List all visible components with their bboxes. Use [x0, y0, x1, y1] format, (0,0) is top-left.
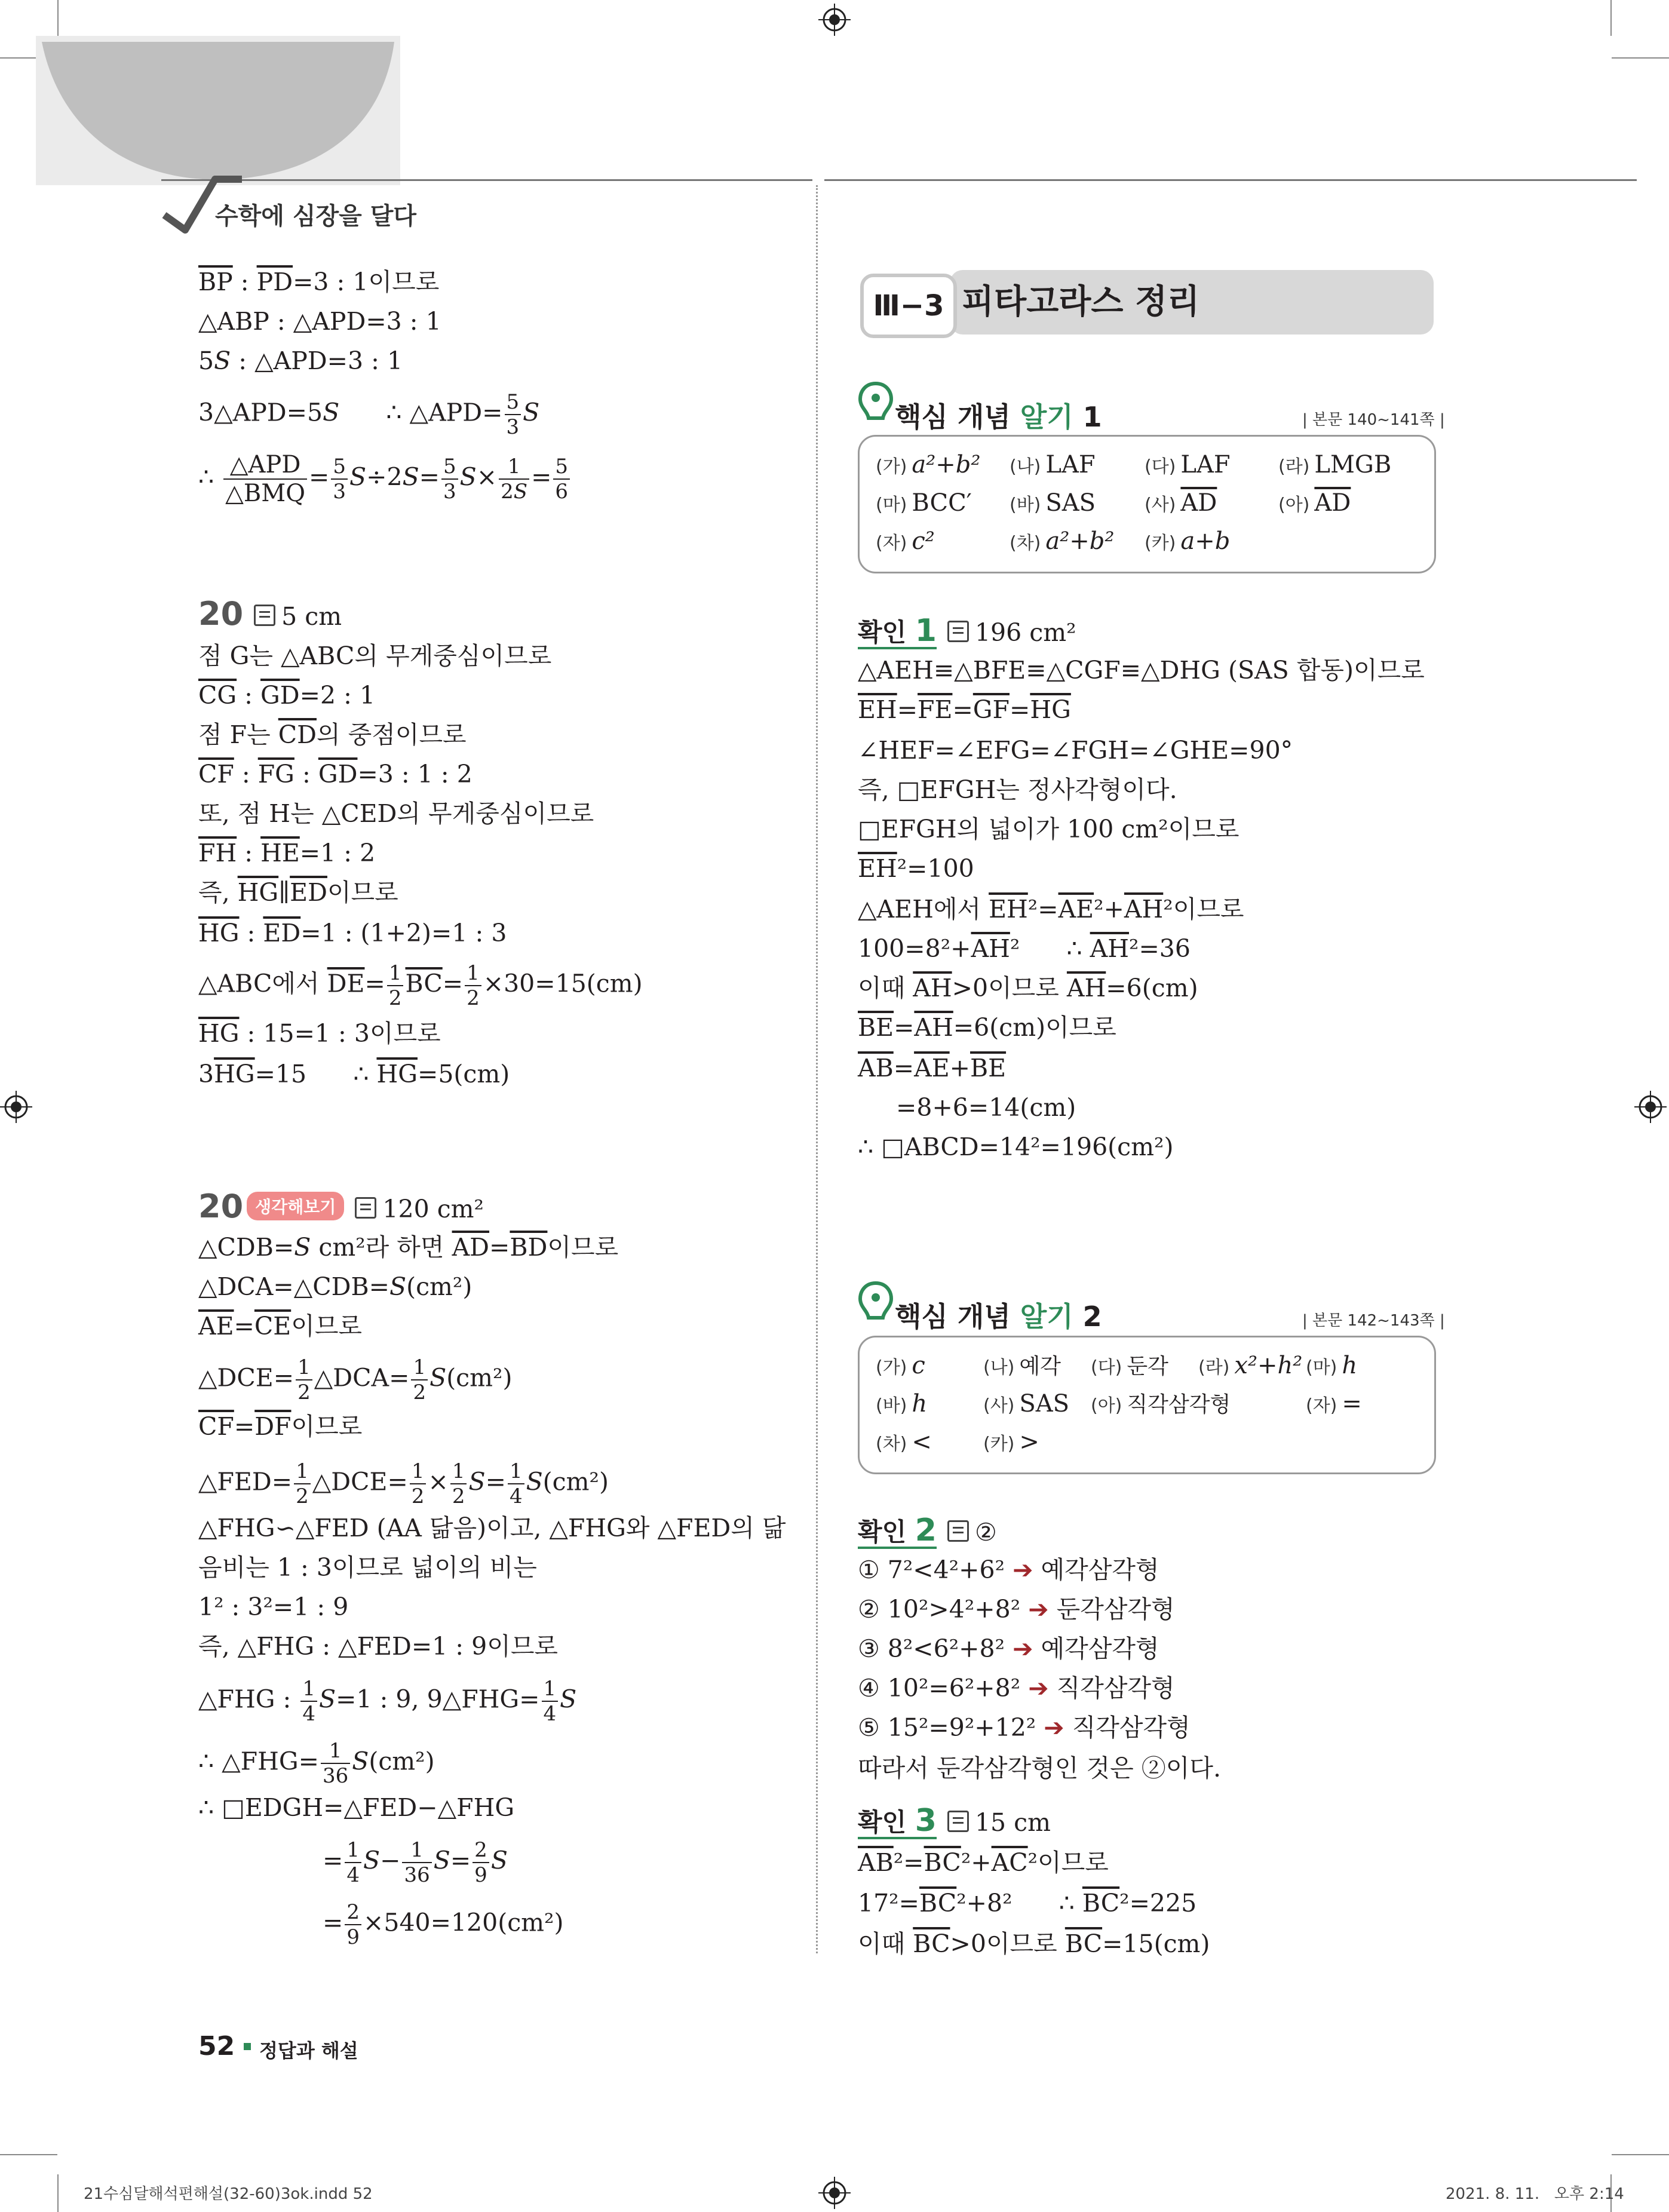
text-line: ∴ □EDGH=△FED−△FHG [198, 1793, 515, 1822]
concept-item [1091, 1349, 1168, 1385]
check-result: 예각삼각형 [1041, 1634, 1159, 1663]
crop-mark [57, 0, 59, 36]
item-key: (사) [1145, 495, 1176, 516]
item-key: (아) [1091, 1395, 1122, 1416]
arrow-icon: ➔ [1013, 1556, 1033, 1584]
answer-value: 120 cm² [382, 1195, 484, 1223]
check-result: 직각삼각형 [1056, 1674, 1175, 1702]
check-result: 직각삼각형 [1072, 1713, 1191, 1742]
answer-value: 15 cm [974, 1808, 1051, 1837]
concept-title-number: 1 [1073, 401, 1102, 433]
think-tag: 생각해보기 [247, 1192, 344, 1220]
text-line: = $\frac{2}{9}$ ×540=120(cm²) [323, 1900, 564, 1949]
question-number: 20 [198, 1188, 244, 1225]
item-key: (나) [983, 1357, 1015, 1378]
concept-item [876, 1387, 927, 1423]
text-line: 1² : 3²=1 : 9 [198, 1593, 349, 1621]
item-value: < [912, 1428, 932, 1456]
text-line: ∴ $\frac{\text{△APD}}{\text{△BMQ}}$ = $\frac{5}{3}$ S÷2S= $\frac{5}{3}$ S× $\frac{1}{2S}$ = $\frac{5}{6}$ [198, 453, 572, 505]
text-line [858, 1711, 1191, 1744]
item-value: c [912, 1352, 925, 1379]
text-line: ∴ △FHG= $\frac{1}{36}$ S(cm²) [198, 1739, 435, 1788]
item-value: a²+b² [1045, 527, 1115, 555]
item-key: (바) [876, 1395, 907, 1416]
text-line: $\overline{EH}=\overline{FE}=\overline{GF}=\overline{HG}$ [858, 695, 1071, 724]
text-line: △DCA=△CDB=S(cm²) [198, 1272, 473, 1301]
concept-item [983, 1387, 1069, 1423]
check-3-header [858, 1803, 1051, 1839]
item-value: h [912, 1390, 928, 1418]
answer-icon [254, 605, 275, 626]
answer-icon [947, 1811, 969, 1832]
check-label-text: 확인 [858, 1517, 907, 1547]
check-label-text: 확인 [858, 1808, 907, 1837]
check-label [858, 613, 937, 649]
arrow-icon: ➔ [1013, 1634, 1033, 1663]
item-value: 예각 [1019, 1354, 1061, 1379]
item-value: a+b [1180, 527, 1231, 555]
registration-mark-icon [1634, 1091, 1667, 1123]
text-line: △AEH에서 $\overline{EH}^2=\overline{AE}^2+\overline{AH}^2$이므로 [858, 895, 1244, 924]
concept-item [1198, 1349, 1302, 1385]
item-value: c² [912, 527, 935, 555]
item-value: LAF [1180, 451, 1231, 478]
question-20b-header [198, 1188, 484, 1225]
crop-mark [1612, 57, 1669, 59]
text-line: 5S : △APD=3 : 1 [198, 346, 403, 375]
text-line: $\overline{HG}$ : $\overline{ED}=1$ : (1+2)=1 : 3 [198, 919, 507, 947]
concept-item [876, 448, 980, 484]
item-key: (자) [1306, 1395, 1337, 1416]
logo-text: 수학에 심장을 달다 [215, 203, 416, 230]
check-2-header [858, 1512, 997, 1548]
item-key: (가) [876, 1357, 907, 1378]
concept-2-title [895, 1295, 1102, 1334]
crop-mark [1612, 2154, 1669, 2155]
text-line: △DCE= $\frac{1}{2}$ △DCA= $\frac{1}{2}$ S(cm²) [198, 1355, 513, 1404]
concept-item [876, 486, 972, 522]
item-value: 둔각 [1127, 1354, 1168, 1379]
crop-mark [0, 2154, 57, 2155]
item-value: $\overline{AD}$ [1180, 489, 1217, 517]
text-line: $\overline{BE}=\overline{AH}=6(cm)$이므로 [858, 1013, 1116, 1042]
question-20-header [198, 595, 342, 633]
text-line: 즉, $\overline{HG}\parallel\overline{ED}$이므로 [198, 878, 398, 907]
text-line: △FHG∽△FED (AA 닮음)이고, △FHG와 △FED의 닮 [198, 1514, 786, 1542]
concept-item [1278, 486, 1351, 522]
header-rule-right [824, 179, 1637, 181]
item-key: (자) [876, 533, 907, 554]
concept-item [1145, 524, 1230, 560]
item-value: SAS [1045, 489, 1096, 517]
concept-item [1010, 486, 1096, 522]
text-line: △CDB=S cm²라 하면 $\overline{AD}=\overline{BD}$이므로 [198, 1233, 619, 1262]
text-line: △ABP : △APD=3 : 1 [198, 307, 441, 336]
item-key: (아) [1278, 495, 1310, 516]
item-key: (카) [983, 1434, 1015, 1455]
concept-item [1091, 1387, 1231, 1423]
text-line: △FED= $\frac{1}{2}$ △DCE= $\frac{1}{2}$ × $\frac{1}{2}$ S= $\frac{1}{4}$ S(cm²) [198, 1459, 609, 1508]
text-line [858, 1671, 1175, 1705]
item-value: x²+h² [1234, 1352, 1303, 1379]
check-result: 예각삼각형 [1041, 1556, 1159, 1584]
concept-item [1306, 1349, 1357, 1385]
check-number: 3 [915, 1803, 937, 1839]
item-key: (가) [876, 456, 907, 477]
concept-item [1010, 524, 1114, 560]
crop-mark [1610, 0, 1612, 36]
item-value: SAS [1019, 1390, 1070, 1418]
concept-item [1145, 486, 1217, 522]
answer-icon [355, 1197, 376, 1219]
item-value: = [1342, 1390, 1362, 1418]
text-line: $17^2=\overline{BC}^2+8^2$ ∴ $\overline{BC}^2=225$ [858, 1889, 1197, 1918]
text-line [858, 1553, 1159, 1587]
text-line: 즉, □EFGH는 정사각형이다. [858, 775, 1177, 804]
item-value: > [1019, 1428, 1039, 1456]
text-line: $\overline{BP}$ : $\overline{PD}=3$ : 1이므로 [198, 268, 440, 296]
check-expr: ② 10²>4²+8² [858, 1595, 1021, 1624]
text-line: △FHG : $\frac{1}{4}$ S=1 : 9, 9△FHG= $\frac{1}{4}$ S [198, 1677, 577, 1726]
concept-1-title [895, 395, 1102, 435]
item-value: LAF [1045, 451, 1096, 478]
footer-date: 2021. 8. 11. 오후 2:14 [1446, 2185, 1624, 2203]
text-line: $\overline{CF}=\overline{DF}$이므로 [198, 1412, 363, 1441]
text-line: ∴ □ABCD=14²=196(cm²) [858, 1133, 1174, 1161]
text-line: ∠HEF=∠EFG=∠FGH=∠GHE=90° [858, 736, 1293, 765]
text-line: 점 G는 △ABC의 무게중심이므로 [198, 642, 552, 670]
footer-filename: 21수심달해석편해설(32-60)3ok.indd 52 [84, 2185, 373, 2203]
check-expr: ⑤ 15²=9²+12² [858, 1713, 1036, 1742]
item-value: h [1342, 1352, 1358, 1379]
page-reference: | 본문 140~141쪽 | [1302, 411, 1445, 429]
text-line: 이때 $\overline{BC}>0$이므로 $\overline{BC}=15(cm)$ [858, 1929, 1210, 1958]
text-line: $\overline{AB}^2=\overline{BC}^2+\overline{AC}^2$이므로 [858, 1848, 1109, 1877]
crop-mark [57, 2174, 59, 2212]
text-line: $\overline{AB}=\overline{AE}+\overline{BE}$ [858, 1054, 1007, 1082]
text-line [858, 1593, 1175, 1626]
text-line: 점 F는 $\overline{CD}$의 중점이므로 [198, 720, 467, 749]
text-line: $\overline{CG}$ : $\overline{GD}=2$ : 1 [198, 681, 376, 710]
text-line [858, 1632, 1159, 1665]
item-key: (마) [876, 495, 907, 516]
text-line: 3△APD=5S ∴ △APD= $\frac{5}{3}$ S [198, 390, 540, 439]
text-line: 즉, △FHG : △FED=1 : 9이므로 [198, 1632, 559, 1661]
text-line: △AEH≡△BFE≡△CGF≡△DHG (SAS 합동)이므로 [858, 656, 1425, 685]
item-value: 직각삼각형 [1127, 1392, 1231, 1417]
text-line: 이때 $\overline{AH}>0$이므로 $\overline{AH}=6(cm)$ [858, 974, 1198, 1002]
check-1-header [858, 613, 1076, 649]
item-value: LMGB [1314, 451, 1392, 478]
answer-icon [947, 621, 969, 642]
text-line: $\overline{CF}$ : $\overline{FG}$ : $\overline{GD}=3$ : 1 : 2 [198, 760, 473, 789]
bullet-icon [244, 2043, 251, 2050]
concept-item [1278, 448, 1391, 484]
item-value: a²+b² [912, 451, 981, 478]
item-key: (차) [876, 1434, 907, 1455]
item-key: (라) [1198, 1357, 1230, 1378]
lightbulb-icon [858, 380, 894, 425]
check-label [858, 1803, 937, 1839]
chapter-title: 피타고라스 정리 [962, 283, 1200, 321]
concept-item [876, 524, 935, 560]
arrow-icon: ➔ [1028, 1595, 1049, 1624]
check-number: 2 [915, 1512, 937, 1548]
chapter-number: Ⅲ−3 [860, 274, 957, 338]
concept-item [876, 1349, 925, 1385]
check-number: 1 [915, 613, 937, 649]
text-line: 또, 점 H는 △CED의 무게중심이므로 [198, 799, 594, 828]
header-rule-left [161, 179, 812, 181]
text-line: $\overline{AE}=\overline{CE}$이므로 [198, 1312, 363, 1340]
check-expr: ① 7²<4²+6² [858, 1556, 1005, 1584]
text-line: $3\overline{HG}=15$ ∴ $\overline{HG}=5(cm)$ [198, 1060, 510, 1088]
concept-item [1010, 448, 1096, 484]
registration-mark-icon [0, 1091, 32, 1123]
concept-title-highlight: 알기 [1020, 1300, 1073, 1333]
text-line: $\overline{HG}$ : 15=1 : 3이므로 [198, 1019, 441, 1048]
item-key: (바) [1010, 495, 1041, 516]
text-line: $\overline{FH}$ : $\overline{HE}=1$ : 2 [198, 839, 376, 867]
concept-item [876, 1425, 932, 1461]
page-reference: | 본문 142~143쪽 | [1302, 1312, 1445, 1330]
registration-mark-icon [818, 2177, 851, 2209]
column-divider [816, 185, 818, 1953]
item-value: BCC′ [912, 489, 972, 517]
text-line: □EFGH의 넓이가 100 cm²이므로 [858, 815, 1240, 843]
text-line: $\overline{EH}^2=100$ [858, 854, 974, 883]
arrow-icon: ➔ [1028, 1674, 1049, 1702]
concept-title-highlight: 알기 [1020, 401, 1073, 433]
registration-mark-icon [818, 4, 851, 36]
footer-section: 정답과 해설 [259, 2039, 358, 2062]
concept-item [983, 1425, 1039, 1461]
question-number: 20 [198, 595, 244, 633]
item-value: $\overline{AD}$ [1314, 489, 1351, 517]
page-number: 52 [198, 2031, 235, 2061]
concept-title-text: 핵심 개념 [895, 401, 1020, 433]
check-label-text: 확인 [858, 618, 907, 647]
answer-value: 196 cm² [974, 618, 1076, 647]
concept-item [983, 1349, 1061, 1385]
check-result: 둔각삼각형 [1056, 1595, 1175, 1624]
concept-title-number: 2 [1073, 1300, 1102, 1333]
item-key: (라) [1278, 456, 1310, 477]
text-line: 따라서 둔각삼각형인 것은 ②이다. [858, 1754, 1222, 1783]
text-line: $100=8^2+\overline{AH}^2$ ∴ $\overline{AH}^2=36$ [858, 934, 1191, 963]
arrow-icon: ➔ [1044, 1713, 1064, 1742]
answer-value: ② [974, 1518, 997, 1547]
item-key: (다) [1091, 1357, 1122, 1378]
text-line: △ABC에서 $\overline{DE}=$ $\frac{1}{2}$ $\overline{BC}=$ $\frac{1}{2}$ ×30=15(cm) [198, 961, 643, 1010]
check-label [858, 1512, 937, 1549]
item-key: (사) [983, 1395, 1015, 1416]
lightbulb-icon [858, 1280, 894, 1325]
item-key: (마) [1306, 1357, 1337, 1378]
item-key: (차) [1010, 533, 1041, 554]
answer-value: 5 cm [281, 602, 342, 631]
concept-title-text: 핵심 개념 [895, 1300, 1020, 1333]
check-expr: ④ 10²=6²+8² [858, 1674, 1021, 1702]
check-expr: ③ 8²<6²+8² [858, 1634, 1005, 1663]
item-key: (나) [1010, 456, 1041, 477]
text-line: = $\frac{1}{4}$ S− $\frac{1}{36}$ S= $\frac{2}{9}$ S [323, 1838, 508, 1887]
answer-icon [947, 1520, 969, 1542]
concept-item [1145, 448, 1231, 484]
concept-item [1306, 1387, 1362, 1423]
item-key: (다) [1145, 456, 1176, 477]
item-key: (카) [1145, 533, 1176, 554]
text-line: =8+6=14(cm) [896, 1093, 1076, 1122]
text-line: 음비는 1 : 3이므로 넓이의 비는 [198, 1553, 537, 1582]
